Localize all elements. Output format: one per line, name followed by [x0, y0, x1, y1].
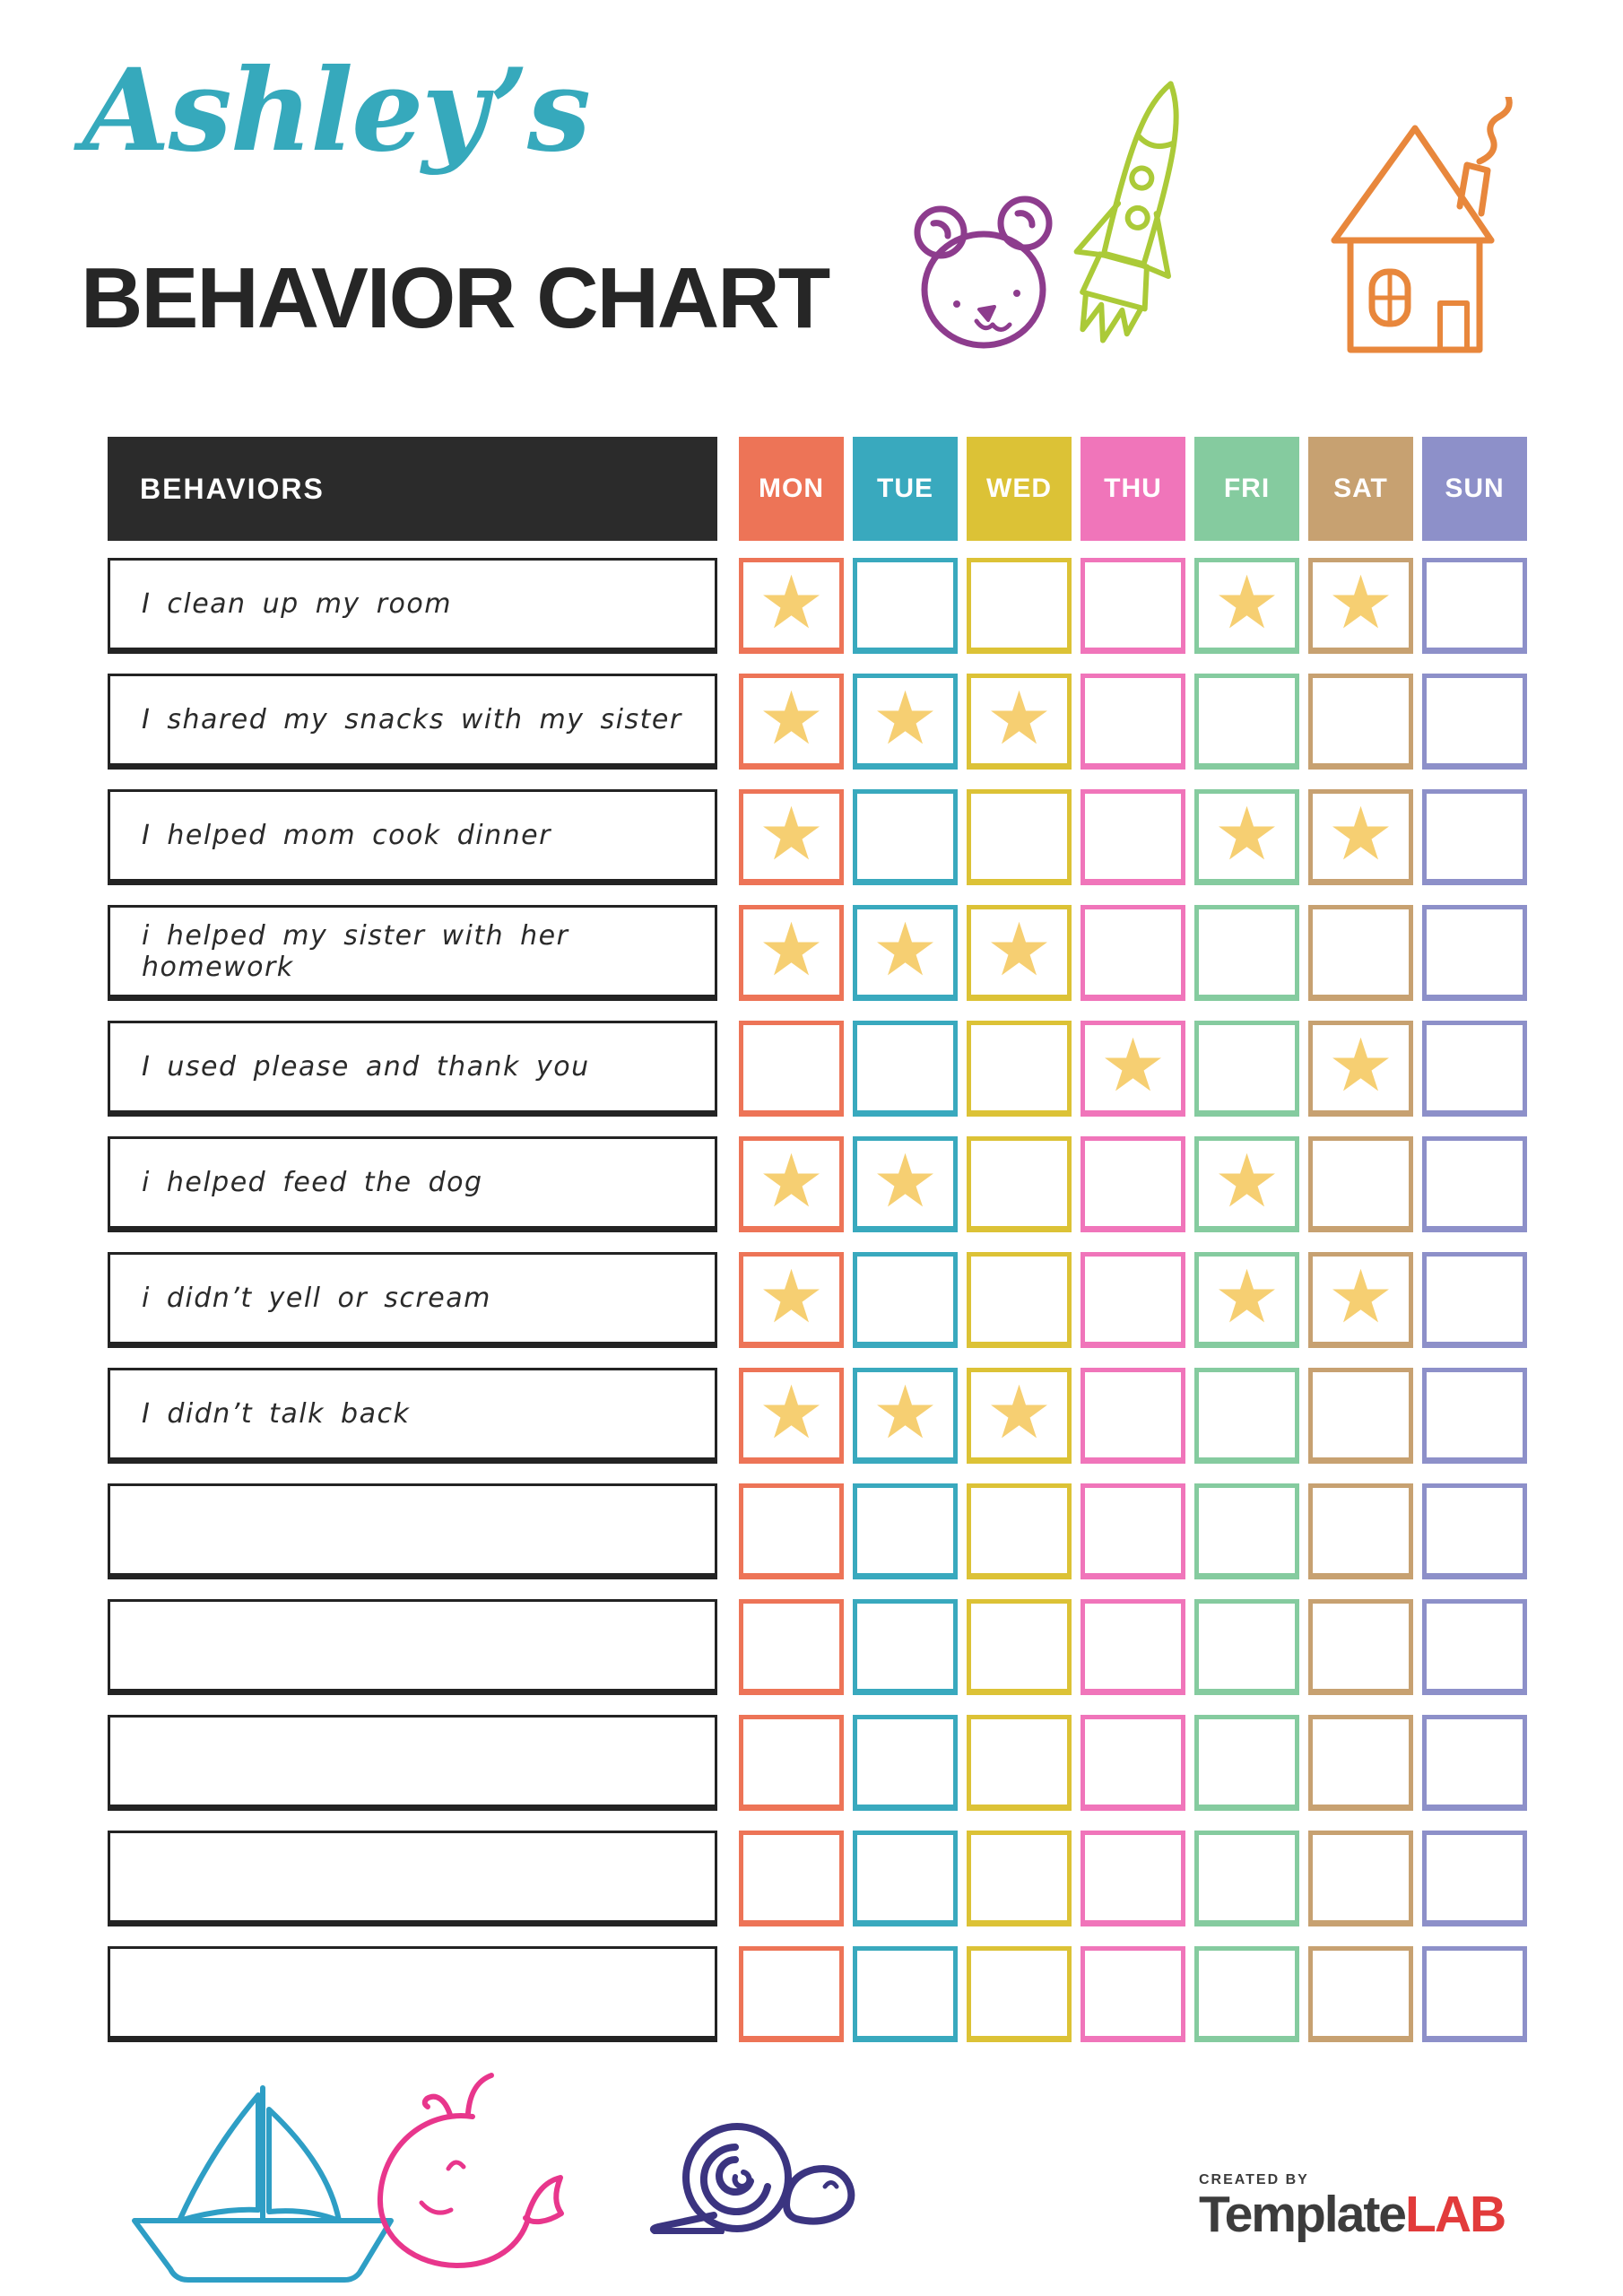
day-cell-sat — [1308, 1136, 1413, 1232]
day-cell-mon — [739, 905, 844, 1001]
day-cell-sun — [1422, 1368, 1527, 1464]
table-row — [108, 1599, 1527, 1695]
house-icon — [1325, 97, 1541, 366]
day-cell-tue — [853, 674, 958, 770]
day-cell-thu — [1081, 789, 1185, 885]
day-header-sat: SAT — [1308, 437, 1413, 541]
day-cell-fri — [1194, 674, 1299, 770]
star-icon: ★ — [1327, 1254, 1394, 1340]
day-cell-mon — [739, 674, 844, 770]
table-row — [108, 1483, 1527, 1579]
behavior-label-cell — [108, 558, 717, 654]
day-cell-mon — [739, 1368, 844, 1464]
star-icon: ★ — [1213, 560, 1280, 646]
star-icon: ★ — [758, 1370, 825, 1456]
behavior-text: I helped mom cook dinner — [142, 820, 551, 851]
day-cell-tue — [853, 1831, 958, 1926]
star-icon: ★ — [1213, 791, 1280, 877]
brand-name — [1199, 2188, 1505, 2242]
day-cell-wed — [967, 558, 1072, 654]
day-cell-fri — [1194, 1368, 1299, 1464]
day-cell-sun — [1422, 1946, 1527, 2042]
behavior-label-cell — [108, 1252, 717, 1348]
day-cell-sat — [1308, 558, 1413, 654]
brand-name-primary: Template — [1199, 2186, 1406, 2243]
day-cell-sat — [1308, 1831, 1413, 1926]
day-cell-mon — [739, 789, 844, 885]
day-cell-sat — [1308, 1368, 1413, 1464]
behavior-label-cell — [108, 1946, 717, 2042]
day-cell-mon — [739, 1946, 844, 2042]
day-cell-tue — [853, 789, 958, 885]
bear-icon — [910, 184, 1063, 359]
day-cell-wed — [967, 1946, 1072, 2042]
day-cell-thu — [1081, 905, 1185, 1001]
whale-icon — [343, 2061, 576, 2276]
day-cell-tue — [853, 1252, 958, 1348]
star-icon: ★ — [872, 907, 939, 993]
day-cell-wed — [967, 1136, 1072, 1232]
day-cell-wed — [967, 1715, 1072, 1811]
behavior-text: I clean up my room — [142, 588, 452, 620]
behaviors-column-header: BEHAVIORS — [108, 437, 717, 541]
day-cell-mon — [739, 1252, 844, 1348]
day-cell-tue — [853, 558, 958, 654]
behavior-label-cell — [108, 905, 717, 1001]
day-cell-mon — [739, 1599, 844, 1695]
owner-name: Ashley’s — [82, 44, 589, 177]
day-cell-sat — [1308, 789, 1413, 885]
day-cell-tue — [853, 1715, 958, 1811]
day-cell-mon — [739, 558, 844, 654]
day-cell-wed — [967, 1021, 1072, 1117]
star-icon: ★ — [1327, 560, 1394, 646]
star-icon: ★ — [758, 560, 825, 646]
brand-name-accent: LAB — [1405, 2186, 1506, 2243]
star-icon: ★ — [758, 791, 825, 877]
star-icon: ★ — [872, 1138, 939, 1224]
star-icon: ★ — [872, 1370, 939, 1456]
day-cell-tue — [853, 1021, 958, 1117]
day-header-fri: FRI — [1194, 437, 1299, 541]
table-header-row — [108, 437, 1527, 541]
day-cell-thu — [1081, 1136, 1185, 1232]
day-cell-sun — [1422, 674, 1527, 770]
table-row — [108, 1946, 1527, 2042]
page-title: BEHAVIOR CHART — [81, 250, 829, 346]
day-cell-sat — [1308, 1946, 1413, 2042]
day-cell-sat — [1308, 1483, 1413, 1579]
star-icon: ★ — [758, 1254, 825, 1340]
behavior-label-cell — [108, 1368, 717, 1464]
day-cell-thu — [1081, 1946, 1185, 2042]
day-cell-fri — [1194, 1715, 1299, 1811]
table-row — [108, 1136, 1527, 1232]
day-cell-sun — [1422, 789, 1527, 885]
star-icon: ★ — [985, 907, 1053, 993]
day-cell-sun — [1422, 1136, 1527, 1232]
star-icon: ★ — [1327, 1022, 1394, 1109]
day-cell-thu — [1081, 1831, 1185, 1926]
behavior-text: i didn’t yell or scream — [142, 1283, 491, 1314]
behavior-text: I used please and thank you — [142, 1051, 590, 1083]
rocket-icon — [1040, 62, 1229, 378]
day-headers — [739, 437, 1527, 541]
day-cell-fri — [1194, 789, 1299, 885]
day-cell-sun — [1422, 1483, 1527, 1579]
day-header-sun: SUN — [1422, 437, 1527, 541]
day-cell-wed — [967, 789, 1072, 885]
day-cell-sun — [1422, 1715, 1527, 1811]
day-cell-mon — [739, 1021, 844, 1117]
day-cell-wed — [967, 1831, 1072, 1926]
table-row — [108, 1831, 1527, 1926]
behavior-label-cell — [108, 1831, 717, 1926]
day-cell-mon — [739, 1831, 844, 1926]
day-cell-sat — [1308, 1021, 1413, 1117]
day-cell-wed — [967, 1483, 1072, 1579]
day-cell-tue — [853, 1946, 958, 2042]
day-cell-sun — [1422, 558, 1527, 654]
table-row — [108, 1715, 1527, 1811]
day-cell-thu — [1081, 1252, 1185, 1348]
day-cell-sun — [1422, 1599, 1527, 1695]
day-cell-wed — [967, 1252, 1072, 1348]
day-cell-tue — [853, 1599, 958, 1695]
day-cell-mon — [739, 1136, 844, 1232]
day-cell-tue — [853, 1136, 958, 1232]
star-icon: ★ — [1099, 1022, 1167, 1109]
table-row — [108, 789, 1527, 885]
day-cell-fri — [1194, 1021, 1299, 1117]
day-cell-sat — [1308, 905, 1413, 1001]
day-cell-fri — [1194, 1483, 1299, 1579]
day-cell-tue — [853, 1368, 958, 1464]
star-icon: ★ — [985, 675, 1053, 761]
table-row — [108, 674, 1527, 770]
star-icon: ★ — [1213, 1254, 1280, 1340]
table-rows — [108, 558, 1527, 2042]
day-header-tue: TUE — [853, 437, 958, 541]
brand-logo — [1199, 2172, 1505, 2242]
day-cell-mon — [739, 1715, 844, 1811]
behavior-table — [108, 437, 1527, 2062]
day-cell-sun — [1422, 1831, 1527, 1926]
day-cell-sat — [1308, 1715, 1413, 1811]
day-cell-thu — [1081, 558, 1185, 654]
day-cell-mon — [739, 1483, 844, 1579]
day-cell-thu — [1081, 1715, 1185, 1811]
day-cell-fri — [1194, 558, 1299, 654]
day-header-mon: MON — [739, 437, 844, 541]
star-icon: ★ — [758, 1138, 825, 1224]
day-cell-wed — [967, 1599, 1072, 1695]
star-icon: ★ — [1213, 1138, 1280, 1224]
day-cell-fri — [1194, 1252, 1299, 1348]
table-row — [108, 1021, 1527, 1117]
star-icon: ★ — [985, 1370, 1053, 1456]
table-row — [108, 1368, 1527, 1464]
day-cell-thu — [1081, 1483, 1185, 1579]
day-cell-wed — [967, 905, 1072, 1001]
table-row — [108, 905, 1527, 1001]
day-cell-sun — [1422, 905, 1527, 1001]
day-cell-wed — [967, 1368, 1072, 1464]
created-by-label: CREATED BY — [1199, 2172, 1309, 2187]
behavior-label-cell — [108, 1483, 717, 1579]
behavior-text: I didn’t talk back — [142, 1398, 411, 1430]
behavior-text: i helped feed the dog — [142, 1167, 483, 1198]
behavior-label-cell — [108, 1021, 717, 1117]
behavior-label-cell — [108, 1715, 717, 1811]
behavior-text: i helped my sister with her homework — [142, 919, 569, 983]
day-cell-tue — [853, 1483, 958, 1579]
day-cell-thu — [1081, 1599, 1185, 1695]
day-cell-wed — [967, 674, 1072, 770]
behavior-label-cell — [108, 674, 717, 770]
day-cell-sat — [1308, 1252, 1413, 1348]
table-row — [108, 1252, 1527, 1348]
day-cell-thu — [1081, 674, 1185, 770]
day-cell-tue — [853, 905, 958, 1001]
table-row — [108, 558, 1527, 654]
day-cell-sun — [1422, 1021, 1527, 1117]
star-icon: ★ — [758, 907, 825, 993]
day-header-wed: WED — [967, 437, 1072, 541]
day-cell-sat — [1308, 1599, 1413, 1695]
star-icon: ★ — [872, 675, 939, 761]
day-cell-thu — [1081, 1021, 1185, 1117]
day-cell-fri — [1194, 905, 1299, 1001]
day-cell-thu — [1081, 1368, 1185, 1464]
day-cell-fri — [1194, 1946, 1299, 2042]
behavior-label-cell — [108, 1599, 717, 1695]
day-cell-fri — [1194, 1136, 1299, 1232]
day-cell-sat — [1308, 674, 1413, 770]
day-cell-sun — [1422, 1252, 1527, 1348]
behavior-label-cell — [108, 789, 717, 885]
day-cell-fri — [1194, 1599, 1299, 1695]
day-cell-fri — [1194, 1831, 1299, 1926]
behavior-text: I shared my snacks with my sister — [142, 704, 682, 735]
day-header-thu: THU — [1081, 437, 1185, 541]
star-icon: ★ — [1327, 791, 1394, 877]
behavior-label-cell — [108, 1136, 717, 1232]
snail-icon — [642, 2113, 866, 2234]
star-icon: ★ — [758, 675, 825, 761]
